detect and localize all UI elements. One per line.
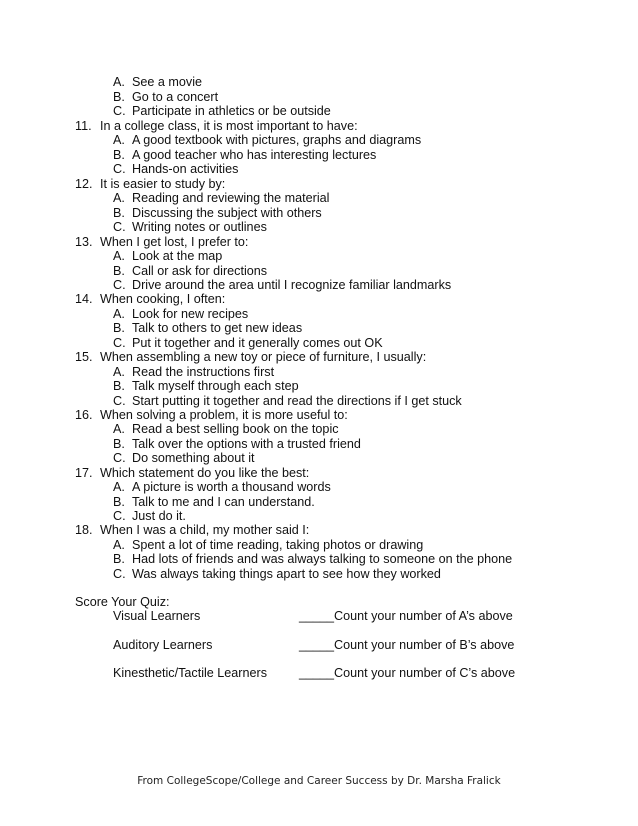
option-text: Spent a lot of time reading, taking photos or drawing — [132, 537, 424, 552]
option-letter: A. — [113, 191, 125, 205]
option-letter: C. — [113, 509, 126, 523]
option-text: Put it together and it generally comes out OK — [132, 335, 383, 350]
option-letter: C. — [113, 220, 126, 234]
score-blank-line[interactable] — [299, 666, 515, 680]
option-text: Had lots of friends and was always talking to someone on the phone — [132, 552, 513, 566]
score-label: Kinesthetic/Tactile Learners — [113, 666, 268, 680]
option-text: Participate in athletics or be outside — [132, 104, 331, 118]
option-text: A good teacher who has interesting lectures — [132, 147, 377, 162]
option-letter: B. — [113, 89, 125, 104]
option-letter: C. — [113, 278, 126, 292]
option-text: Was always taking things apart to see how they worked — [132, 566, 441, 581]
option-text: Reading and reviewing the material — [132, 191, 330, 205]
score-label: Auditory Learners — [113, 637, 213, 652]
question-number: 14. — [75, 292, 93, 306]
option-text: Talk myself through each step — [132, 379, 299, 393]
option-letter: A. — [113, 480, 125, 494]
option-letter: B. — [113, 436, 125, 451]
question-text: When cooking, I often: — [100, 292, 226, 306]
option-letter: A. — [113, 75, 125, 89]
question-text: In a college class, it is most important to have: — [100, 118, 358, 133]
option-text: A picture is worth a thousand words — [132, 480, 331, 494]
question-text: When assembling a new toy or piece of furniture, I usually: — [100, 350, 427, 364]
option-letter: A. — [113, 306, 125, 321]
option-letter: C. — [113, 566, 126, 581]
score-instruction: Count your number of C’s above — [334, 666, 516, 680]
option-letter: C. — [113, 451, 126, 465]
option-text: Read the instructions first — [132, 364, 275, 379]
question-number: 15. — [75, 350, 93, 364]
option-text: Look at the map — [132, 249, 223, 263]
option-text: Start putting it together and read the directions if I get stuck — [132, 393, 462, 408]
score-label: Visual Learners — [113, 609, 201, 623]
option-letter: A. — [113, 537, 125, 552]
option-text: Talk over the options with a trusted friend — [132, 436, 361, 451]
blank-underscores: _____ — [299, 609, 335, 623]
option-letter: A. — [113, 422, 125, 436]
option-text: Look for new recipes — [132, 306, 249, 321]
option-text: Talk to others to get new ideas — [132, 321, 303, 335]
option-text: Writing notes or outlines — [132, 220, 267, 234]
option-letter: B. — [113, 263, 125, 278]
score-instruction: Count your number of B’s above — [334, 637, 515, 652]
question-number: 18. — [75, 523, 93, 537]
option-text: Just do it. — [132, 509, 186, 523]
option-text: See a movie — [132, 75, 203, 89]
option-letter: C. — [113, 162, 126, 176]
question-text: When I get lost, I prefer to: — [100, 234, 249, 249]
option-letter: A. — [113, 249, 125, 263]
option-letter: C. — [113, 335, 126, 350]
blank-underscores: _____ — [299, 637, 335, 652]
option-letter: A. — [113, 133, 125, 147]
option-letter: B. — [113, 147, 125, 162]
question-number: 16. — [75, 407, 93, 422]
footer-credit: From CollegeScope/College and Career Success by Dr. Marsha Fralick — [137, 775, 501, 787]
question-text: When solving a problem, it is more useful to: — [100, 407, 348, 422]
option-letter: B. — [113, 321, 125, 335]
option-letter: B. — [113, 379, 125, 393]
option-letter: A. — [113, 364, 125, 379]
score-blank-line[interactable] — [299, 638, 514, 652]
blank-underscores: _____ — [299, 666, 335, 680]
question-number: 13. — [75, 234, 93, 249]
question-number: 17. — [75, 465, 93, 480]
option-text: Do something about it — [132, 451, 255, 465]
score-blank-line[interactable] — [299, 609, 513, 623]
score-instruction: Count your number of A’s above — [334, 609, 513, 623]
option-text: Read a best selling book on the topic — [132, 422, 339, 436]
question-number: 11. — [75, 118, 92, 133]
question-text: It is easier to study by: — [100, 176, 226, 191]
option-text: Drive around the area until I recognize familiar landmarks — [132, 278, 452, 292]
option-text: A good textbook with pictures, graphs and diagrams — [132, 133, 422, 147]
option-text: Go to a concert — [132, 89, 219, 104]
option-text: Talk to me and I can understand. — [132, 494, 315, 509]
option-text: Hands-on activities — [132, 162, 239, 176]
question-number: 12. — [75, 176, 93, 191]
option-text: Discussing the subject with others — [132, 205, 322, 220]
option-text: Call or ask for directions — [132, 263, 268, 278]
score-title: Score Your Quiz: — [75, 594, 170, 609]
option-letter: B. — [113, 552, 125, 566]
option-letter: C. — [113, 393, 126, 408]
question-text: When I was a child, my mother said I: — [100, 523, 310, 537]
option-letter: C. — [113, 104, 126, 118]
option-letter: B. — [113, 494, 125, 509]
question-text: Which statement do you like the best: — [100, 465, 310, 480]
option-letter: B. — [113, 205, 125, 220]
